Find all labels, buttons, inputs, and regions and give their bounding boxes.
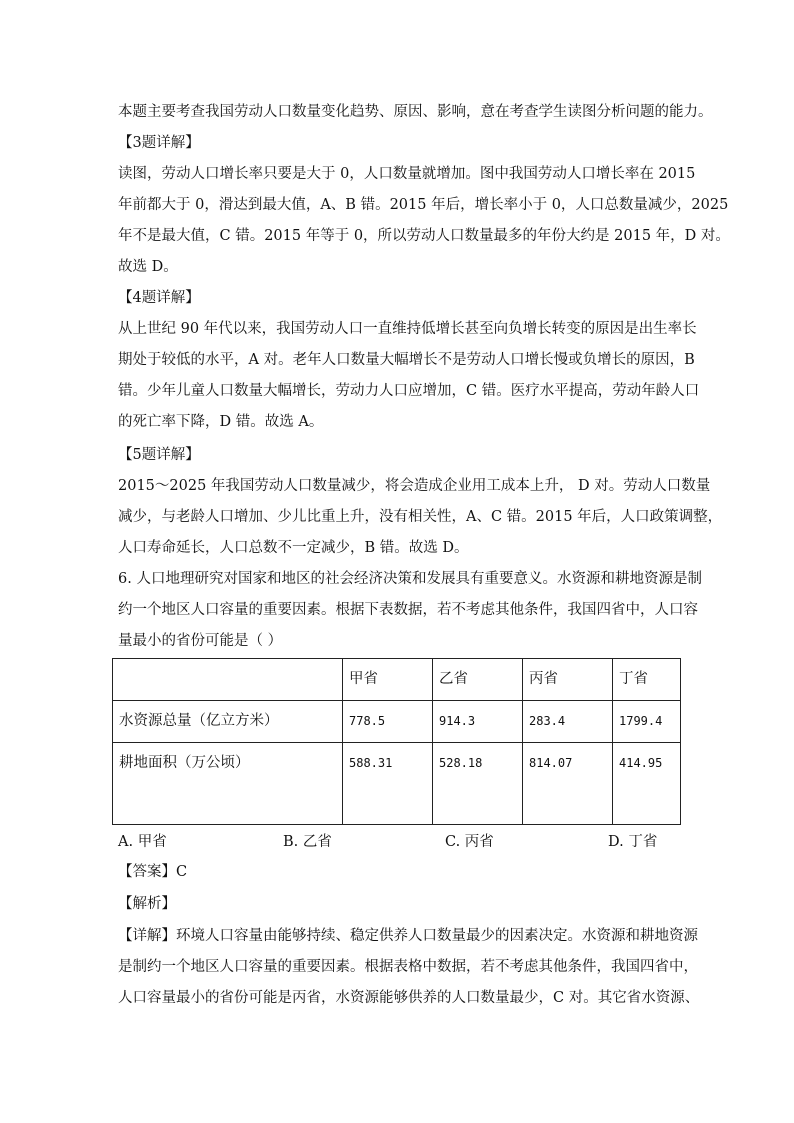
option-b: B. 乙省 <box>283 834 332 850</box>
table-cell: 814.07 <box>523 743 613 825</box>
answer-line: 【答案】C <box>118 864 188 880</box>
section-heading: 【3题详解】 <box>118 135 200 151</box>
section-heading: 【解析】 <box>118 896 176 912</box>
option-a: A. 甲省 <box>118 834 167 850</box>
table-row <box>113 701 681 743</box>
table-cell: 528.18 <box>433 743 523 825</box>
table-cell: 588.31 <box>343 743 433 825</box>
section-heading: 【5题详解】 <box>118 447 200 463</box>
text-line: 读图，劳动人口增长率只要是大于 0，人口数量就增加。图中我国劳动人口增长率在 2015 <box>118 166 696 182</box>
question-line: 量最小的省份可能是（ ） <box>118 633 283 649</box>
question-line: 约一个地区人口容量的重要因素。根据下表数据，若不考虑其他条件，我国四省中，人口容 <box>118 602 698 618</box>
text-line: 年前都大于 0，滑达到最大值，A、B 错。2015 年后，增长率小于 0，人口总数量减少，2025 <box>118 197 729 213</box>
table-row-label: 水资源总量（亿立方米） <box>113 701 343 743</box>
table-header-cell <box>113 659 343 701</box>
text-line: 是制约一个地区人口容量的重要因素。根据表格中数据，若不考虑其他条件，我国四省中， <box>118 959 698 975</box>
text-line: 年不是最大值，C 错。2015 年等于 0，所以劳动人口数量最多的年份大约是 2015 年，D 对。 <box>118 228 730 244</box>
table-header-cell: 丙省 <box>523 659 613 701</box>
table-header-cell: 乙省 <box>433 659 523 701</box>
text-line: 人口寿命延长，人口总数不一定减少，B 错。故选 D。 <box>118 540 469 556</box>
table-cell: 1799.4 <box>613 701 681 743</box>
text-line: 本题主要考查我国劳动人口数量变化趋势、原因、影响，意在考查学生读图分析问题的能力。 <box>118 104 713 120</box>
text-line: 从上世纪 90 年代以来，我国劳动人口一直维持低增长甚至向负增长转变的原因是出生率长 <box>118 321 697 337</box>
text-line: 故选 D。 <box>118 259 178 275</box>
question-line: 6. 人口地理研究对国家和地区的社会经济决策和发展具有重要意义。水资源和耕地资源是制 <box>118 571 702 587</box>
text-line: 期处于较低的水平，A 对。老年人口数量大幅增长不是劳动人口增长慢或负增长的原因，B <box>118 352 695 368</box>
table-header-cell: 丁省 <box>613 659 681 701</box>
table-cell: 283.4 <box>523 701 613 743</box>
section-heading: 【4题详解】 <box>118 290 200 306</box>
table-header-row <box>113 659 681 701</box>
table-row-label: 耕地面积（万公顷） <box>113 743 343 825</box>
table-header-cell: 甲省 <box>343 659 433 701</box>
text-line: 【详解】环境人口容量由能够持续、稳定供养人口数量最少的因素决定。水资源和耕地资源 <box>118 928 698 944</box>
option-d: D. 丁省 <box>608 834 658 850</box>
text-line: 错。少年儿童人口数量大幅增长，劳动力人口应增加，C 错。医疗水平提高，劳动年龄人口 <box>118 383 700 399</box>
text-line: 2015～2025 年我国劳动人口数量减少，将会造成企业用工成本上升， D 对。劳动人口数量 <box>118 478 711 494</box>
text-line: 人口容量最小的省份可能是丙省，水资源能够供养的人口数量最少，C 对。其它省水资源、 <box>118 990 700 1006</box>
table-cell: 414.95 <box>613 743 681 825</box>
table-row <box>113 743 681 825</box>
province-data-table <box>112 658 681 825</box>
option-c: C. 丙省 <box>445 834 494 850</box>
table-cell: 914.3 <box>433 701 523 743</box>
text-line: 减少，与老龄人口增加、少儿比重上升，没有相关性，A、C 错。2015 年后，人口政策调整， <box>118 509 723 525</box>
table-cell: 778.5 <box>343 701 433 743</box>
text-line: 的死亡率下降，D 错。故选 A。 <box>118 414 324 430</box>
